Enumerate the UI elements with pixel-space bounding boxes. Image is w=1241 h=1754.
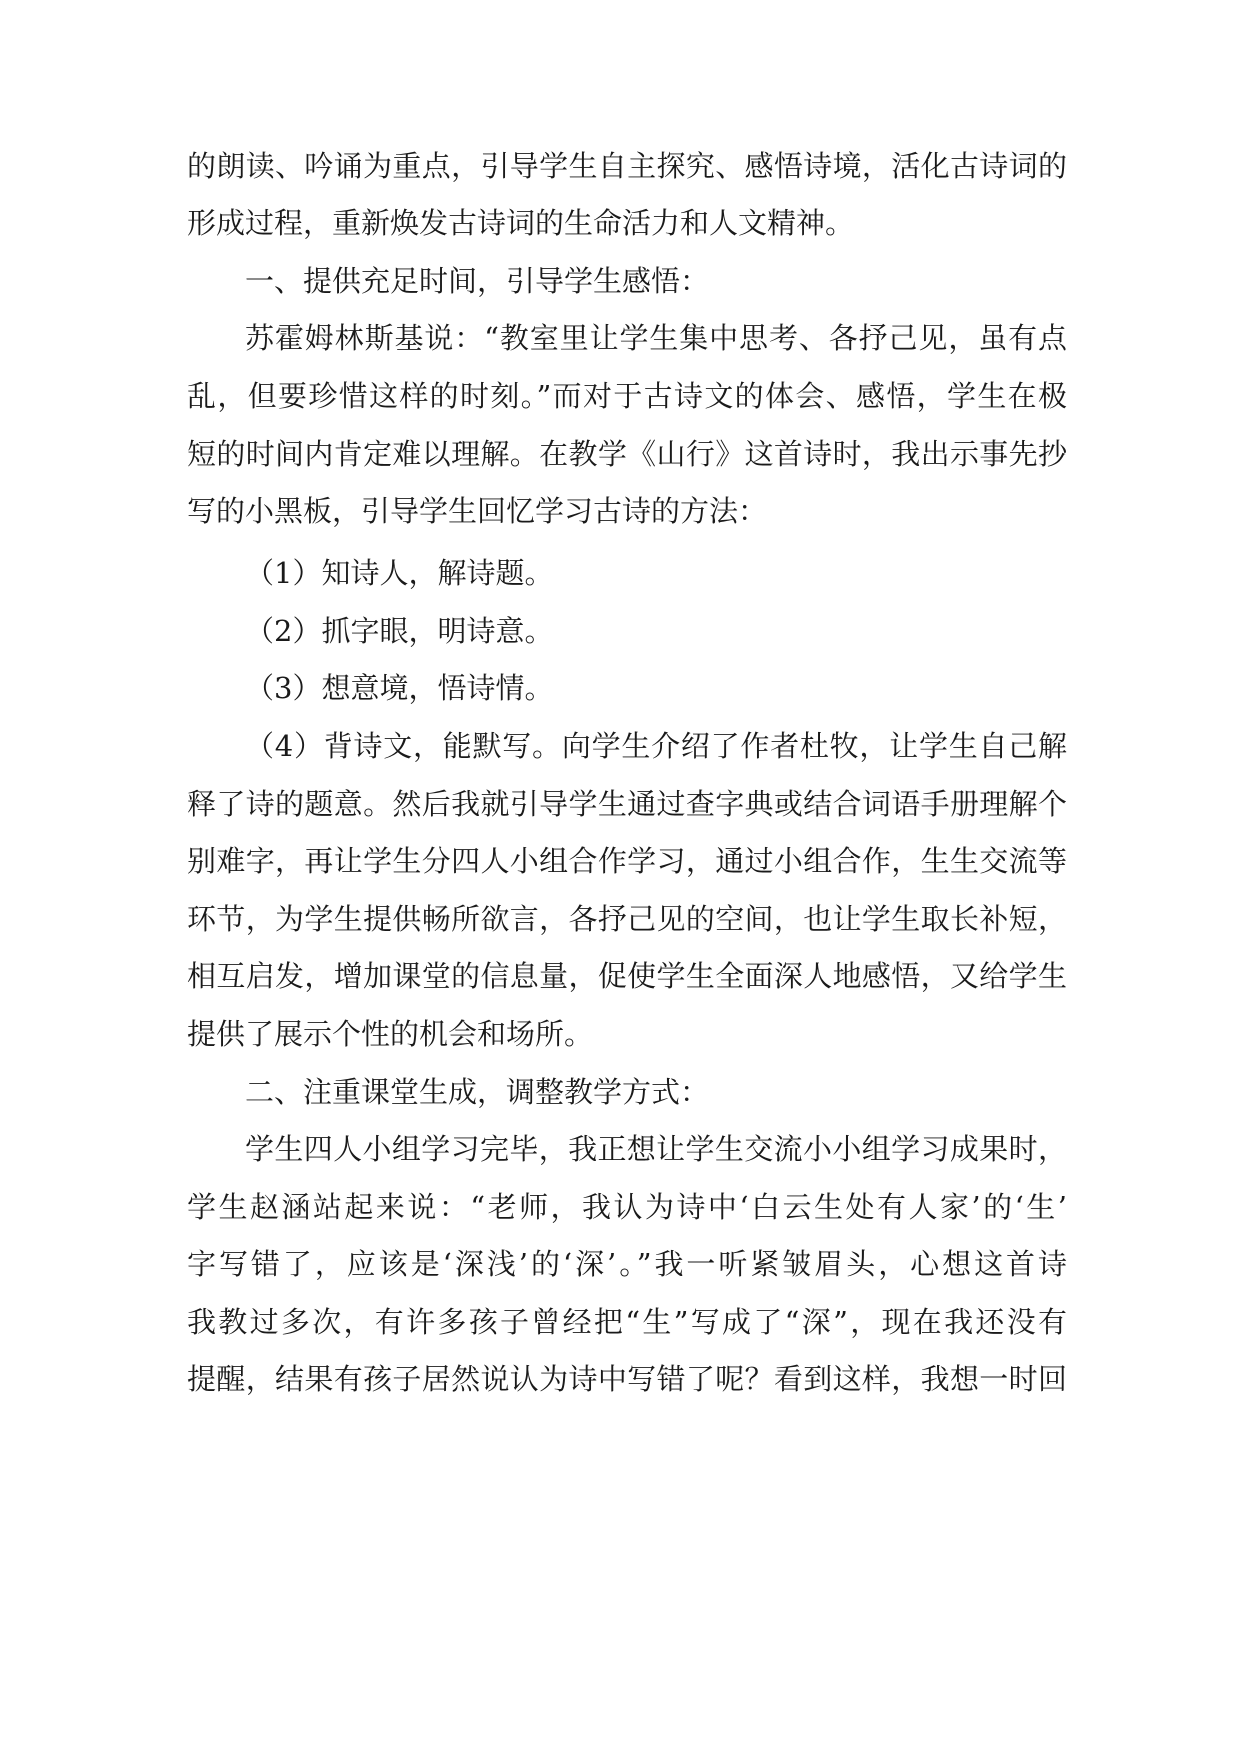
paragraph-line: 字写错了，应该是‘深浅’的‘深’。”我一听紧皱眉头，心想这首诗 bbox=[187, 1247, 1067, 1281]
paragraph-line: 乱，但要珍惜这样的时刻。”而对于古诗文的体会、感悟，学生在极 bbox=[187, 379, 1067, 413]
list-item: （3）想意境，悟诗情。 bbox=[245, 671, 554, 705]
paragraph-line: 短的时间内肯定难以理解。在教学《山行》这首诗时，我出示事先抄 bbox=[187, 437, 1067, 471]
paragraph-line: 的朗读、吟诵为重点，引导学生自主探究、感悟诗境，活化古诗词的 bbox=[187, 149, 1067, 183]
paragraph-line: 相互启发，增加课堂的信息量，促使学生全面深人地感悟，又给学生 bbox=[187, 959, 1067, 993]
list-item: （2）抓字眼，明诗意。 bbox=[245, 614, 554, 648]
paragraph-line: 环节，为学生提供畅所欲言，各抒己见的空间，也让学生取长补短， bbox=[187, 902, 1067, 936]
list-item: （1）知诗人，解诗题。 bbox=[245, 556, 554, 590]
paragraph-line: 提醒，结果有孩子居然说认为诗中写错了呢？看到这样，我想一时回 bbox=[187, 1362, 1067, 1396]
paragraph-line: 释了诗的题意。然后我就引导学生通过查字典或结合词语手册理解个 bbox=[187, 787, 1067, 821]
paragraph-line: 苏霍姆林斯基说：“教室里让学生集中思考、各抒己见，虽有点 bbox=[245, 321, 1067, 355]
paragraph-line: 我教过多次，有许多孩子曾经把“生”写成了“深”，现在我还没有 bbox=[187, 1305, 1067, 1339]
paragraph-line: 形成过程，重新焕发古诗词的生命活力和人文精神。 bbox=[187, 206, 855, 240]
section-heading: 二、注重课堂生成，调整教学方式： bbox=[245, 1075, 710, 1109]
list-item: （4）背诗文，能默写。向学生介绍了作者杜牧，让学生自己解 bbox=[245, 729, 1067, 763]
paragraph-line: 提供了展示个性的机会和场所。 bbox=[187, 1017, 594, 1051]
paragraph-line: 学生四人小组学习完毕，我正想让学生交流小小组学习成果时， bbox=[245, 1132, 1067, 1166]
paragraph-line: 别难字，再让学生分四人小组合作学习，通过小组合作，生生交流等 bbox=[187, 844, 1067, 878]
section-heading: 一、提供充足时间，引导学生感悟： bbox=[245, 264, 710, 298]
paragraph-line: 学生赵涵站起来说：“老师，我认为诗中‘白云生处有人家’的‘生’ bbox=[187, 1190, 1067, 1224]
paragraph-line: 写的小黑板，引导学生回忆学习古诗的方法： bbox=[187, 494, 768, 528]
